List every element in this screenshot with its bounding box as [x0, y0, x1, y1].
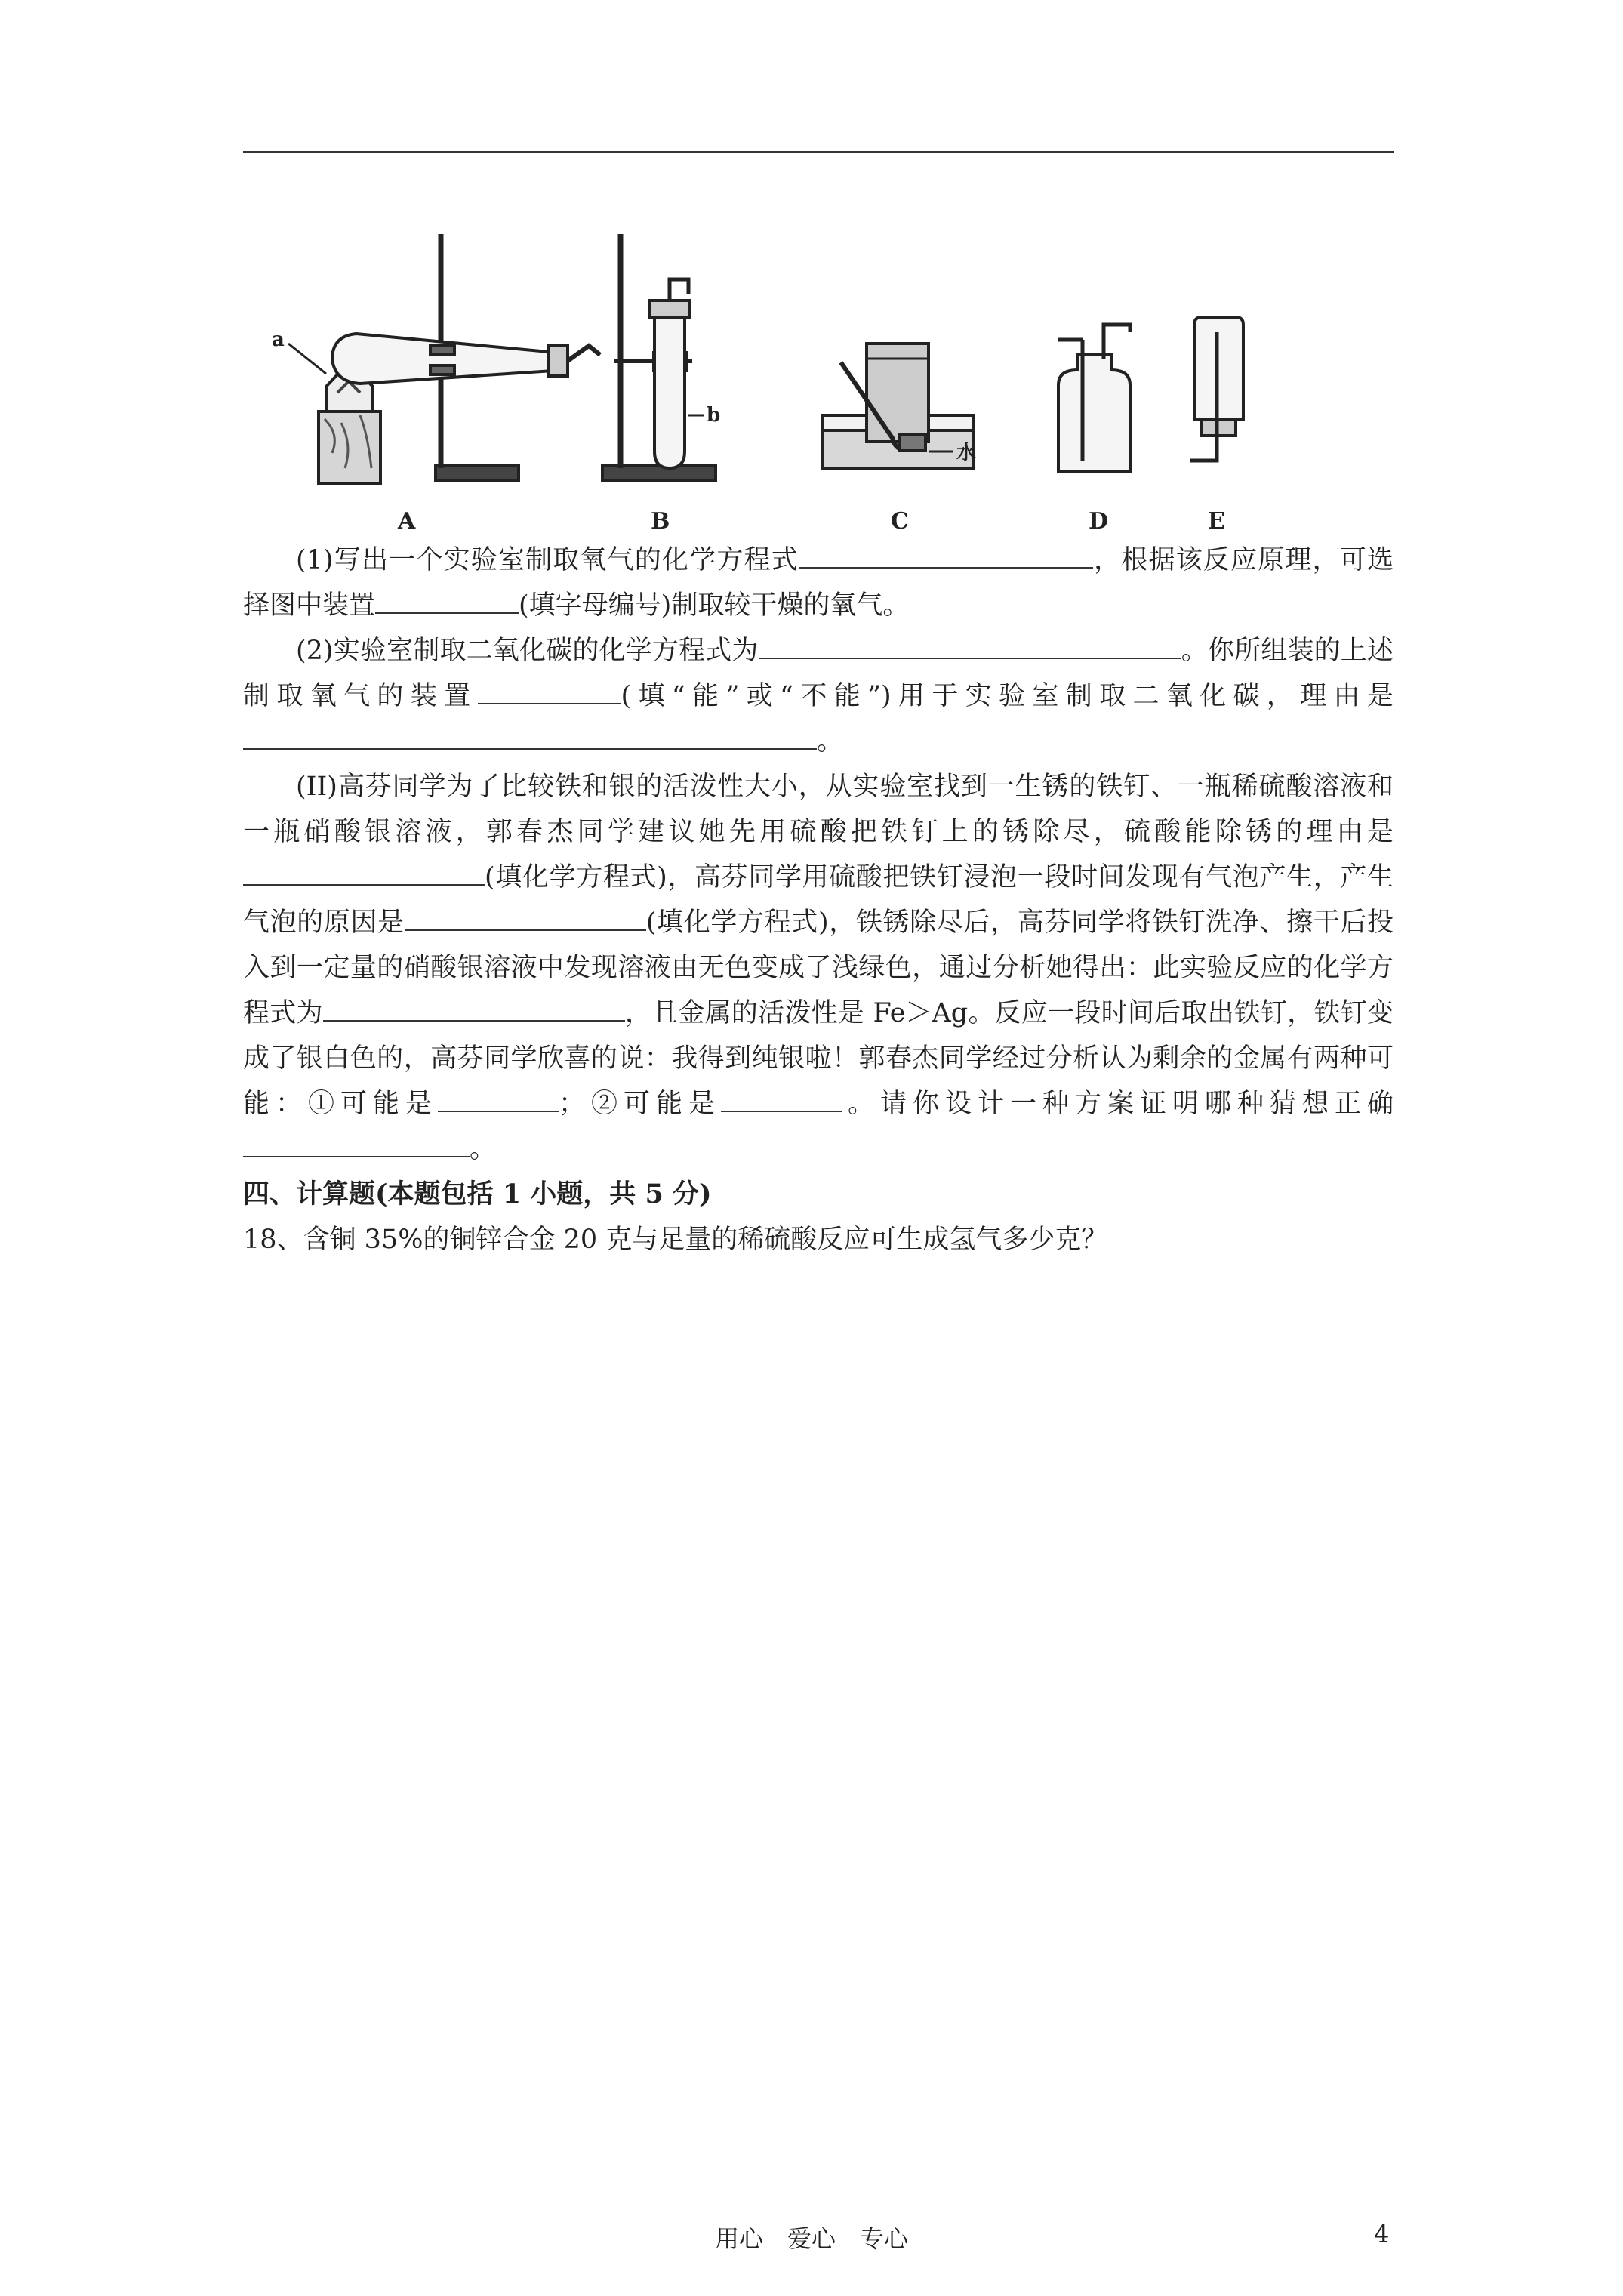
annotation-water: 水 [956, 442, 977, 464]
apparatus-figure [243, 211, 1330, 544]
answer-blank[interactable] [799, 543, 1093, 569]
annotation-b: b [707, 404, 721, 427]
question-18: 18、含铜 35%的铜锌合金 20 克与足量的稀硫酸反应可生成氢气多少克？ [243, 1225, 1108, 1255]
apparatus-d [1058, 325, 1130, 472]
apparatus-a [288, 234, 600, 483]
question-1-part-2: (2)实验室制取二氧化碳的化学方程式为 。你所组装的上述制取氧气的装置 (填“能”或“不能”)用于实验室制取二氧化碳，理由是。 [243, 628, 1394, 764]
question-1-part-1: (1)写出一个实验室制取氧气的化学方程式 ，根据该反应原理，可选择图中装置 (填字母编号)制取较干燥的氧气。 [243, 538, 1394, 628]
answer-blank[interactable] [375, 588, 519, 614]
apparatus-b [602, 234, 716, 481]
answer-blank[interactable] [438, 1086, 559, 1112]
question-2: (II)高芬同学为了比较铁和银的活泼性大小，从实验室找到一生锈的铁钉、一瓶稀硫酸溶液和一瓶硝酸银溶液，郭春杰同学建议她先用硫酸把铁钉上的锈除尽，硫酸能除锈的理由是(填化学方程式)，高芬同学用硫酸把铁钉浸泡一段时间发现有气泡产生，产生气泡的原因是 (填化学方程式)，铁锈除尽后，高芬同学将铁钉洗净、擦干后投入到一定量的硝酸银溶液中发现溶液由无色变成了浅绿色，通过分析她得出：此实验反应的化学方程式为 ，且金属的活泼性是 Fe＞Ag。反应一段时间后取出铁钉，铁钉变成了银白色的，高芬同学欣喜的说：我得到纯银啦！郭春杰同学经过分析认为剩余的金属有两种可能：①可能是 ；②可能是 。请你设计一种方案证明哪种猜想正确。 [243, 772, 1394, 1164]
label-d: D [1089, 508, 1109, 535]
page-number: 4 [1374, 2220, 1390, 2248]
label-c: C [891, 508, 909, 535]
annotation-a: a [272, 328, 285, 351]
label-e: E [1208, 508, 1225, 535]
apparatus-e [1190, 317, 1243, 461]
answer-blank[interactable] [759, 633, 1181, 659]
answer-blank[interactable] [243, 1132, 470, 1157]
question-text [243, 538, 1394, 1262]
label-a: A [398, 508, 416, 535]
answer-blank[interactable] [405, 905, 646, 931]
answer-blank[interactable] [721, 1086, 842, 1112]
answer-blank[interactable] [478, 679, 621, 704]
label-b: B [651, 508, 670, 535]
answer-blank[interactable] [323, 996, 625, 1022]
header-rule [243, 151, 1394, 153]
answer-blank[interactable] [243, 724, 817, 750]
answer-blank[interactable] [243, 860, 485, 886]
apparatus-c [823, 344, 977, 468]
footer-motto: 用心 爱心 专心 [714, 2224, 908, 2253]
section-4-heading: 四、计算题(本题包括 1 小题，共 5 分) [243, 1179, 712, 1210]
